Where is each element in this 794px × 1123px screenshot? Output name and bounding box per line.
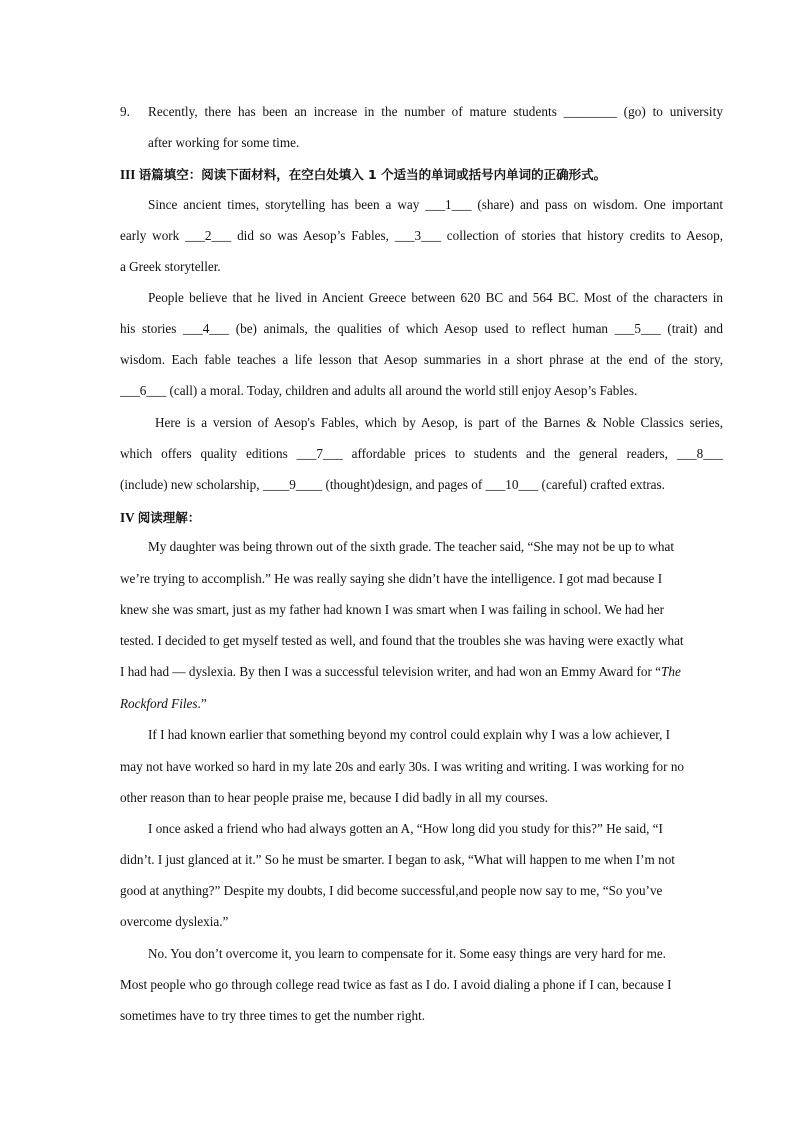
s3-p2-line-1 xyxy=(148,290,723,306)
q9-line-1 xyxy=(148,104,723,120)
s4-p4-line-1: No. You don’t overcome it, you learn to compensate for it. Some easy things are very hard for me. xyxy=(148,946,666,961)
section-iii-number: III xyxy=(120,167,136,182)
s3-p1-text-1: Since ancient times, storytelling has been a way ___1___ (share) and pass on wisdom. One important xyxy=(148,197,723,212)
section-iv-title: 阅读理解： xyxy=(137,510,201,525)
s4-p1-line-1: My daughter was being thrown out of the sixth grade. The teacher said, “She may not be up to what xyxy=(148,539,675,554)
s3-p1-line-2 xyxy=(120,228,723,244)
s3-p2-text-3: wisdom. Each fable teaches a life lesson that Aesop summaries in a short phrase at the end of the story, xyxy=(120,352,723,367)
s4-p1-line-4: tested. I decided to get myself tested as well, and found that the troubles she was having were exactly what xyxy=(120,633,684,648)
q9-line-2: after working for some time. xyxy=(148,135,300,150)
s4-p2-line-3: other reason than to hear people praise me, because I did badly in all my courses. xyxy=(120,790,549,805)
show-title-part-2: Rockford Files xyxy=(120,696,198,711)
s3-p1-line-1 xyxy=(148,197,723,213)
s3-p2-text-1: People believe that he lived in Ancient Greece between 620 BC and 564 BC. Most of the characters in xyxy=(148,290,723,305)
s3-p1-text-2: early work ___2___ did so was Aesop’s Fables, ___3___ collection of stories that history credits to Aesop, xyxy=(120,228,723,243)
s4-p3-line-2: didn’t. I just glanced at it.” So he must be smarter. I began to ask, “What will happen to me when I’m not xyxy=(120,852,675,867)
s4-p3-line-3: good at anything?” Despite my doubts, I did become successful,and people now say to me, “So you’ve xyxy=(120,883,663,898)
s3-p3-text-2: which offers quality editions ___7___ affordable prices to students and the general readers, ___8___ xyxy=(120,446,723,461)
s3-p3-line-3: (include) new scholarship, ____9____ (thought)design, and pages of ___10___ (careful) crafted extras. xyxy=(120,477,665,492)
s3-p3-line-1 xyxy=(155,415,723,431)
s4-p2-line-1: If I had known earlier that something beyond my control could explain why I was a low achiever, I xyxy=(148,727,671,742)
s4-p1-line-2: we’re trying to accomplish.” He was really saying she didn’t have the intelligence. I got mad because I xyxy=(120,571,663,586)
s3-p2-line-2 xyxy=(120,321,723,337)
s4-p3-line-1: I once asked a friend who had always gotten an A, “How long did you study for this?” He said, “I xyxy=(148,821,663,836)
section-iii-title: 语篇填空：阅读下面材料，在空白处填入 1 个适当的单词或括号内单词的正确形式。 xyxy=(138,167,607,182)
s3-p3-text-1: Here is a version of Aesop's Fables, which by Aesop, is part of the Barnes & Noble Classics series, xyxy=(155,415,723,430)
s4-p2-line-2: may not have worked so hard in my late 20s and early 30s. I was writing and writing. I was working for no xyxy=(120,759,685,774)
show-title-part-1: The xyxy=(661,664,681,679)
s3-p2-line-3 xyxy=(120,352,723,368)
s4-p1-line-5 xyxy=(120,664,681,680)
s4-p3-line-4: overcome dyslexia.” xyxy=(120,914,229,929)
s3-p2-text-2: his stories ___4___ (be) animals, the qualities of which Aesop used to reflect human ___5___ (trait) and xyxy=(120,321,723,336)
s3-p1-line-3: a Greek storyteller. xyxy=(120,259,221,274)
q9-text-1: Recently, there has been an increase in the number of mature students ________ (go) to university xyxy=(148,104,723,119)
q9-number: 9. xyxy=(120,104,130,119)
s4-p1-line-6 xyxy=(120,696,207,712)
s4-p1-text-5: I had had — dyslexia. By then I was a successful television writer, and had won an Emmy Award for “ xyxy=(120,664,662,679)
section-iv-number: IV xyxy=(120,510,135,525)
section-iii-heading xyxy=(120,165,606,183)
section-iv-heading xyxy=(120,508,200,526)
s3-p3-line-2 xyxy=(120,446,723,462)
s4-p4-line-3: sometimes have to try three times to get the number right. xyxy=(120,1008,426,1023)
s3-p2-line-4: ___6___ (call) a moral. Today, children and adults all around the world still enjoy Aesop’s Fables. xyxy=(120,383,638,398)
s4-p1-line-3: knew she was smart, just as my father had known I was smart when I was failing in school. We had her xyxy=(120,602,665,617)
s4-p4-line-2: Most people who go through college read twice as fast as I do. I avoid dialing a phone if I can, because I xyxy=(120,977,672,992)
s4-p1-end: .” xyxy=(197,696,207,711)
